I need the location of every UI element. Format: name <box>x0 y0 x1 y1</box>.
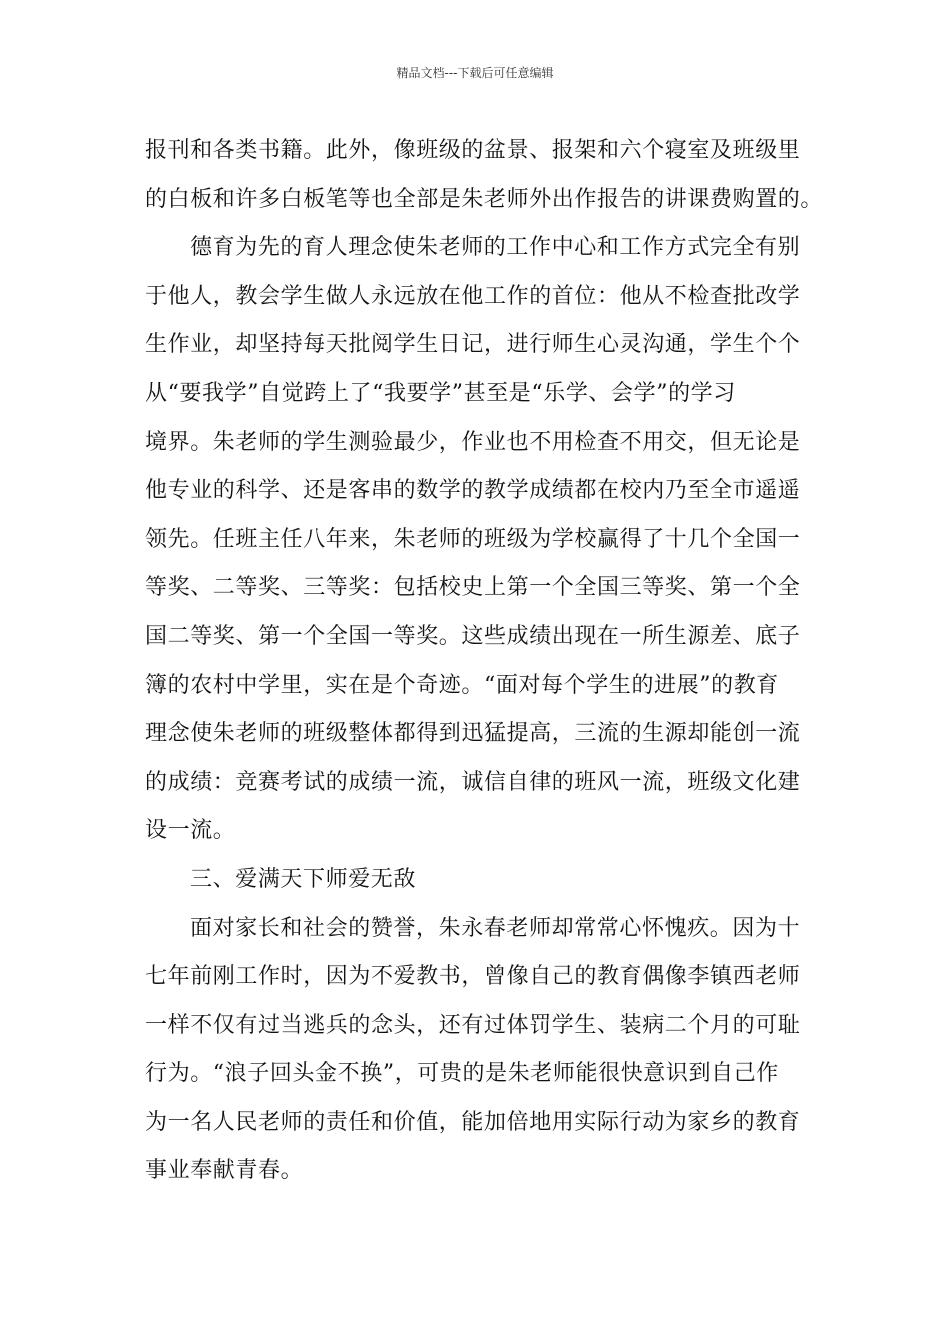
text-line: 的白板和许多白板笔等也全部是朱老师外出作报告的讲课费购置的。 <box>145 186 824 212</box>
page-header: 精品文档---下载后可任意编辑 <box>396 66 554 80</box>
text-line: 报刊和各类书籍。此外，像班级的盆景、报架和六个寝室及班级里 <box>145 138 801 163</box>
text-line: 等奖、二等奖、三等奖：包括校史上第一个全国三等奖、第一个全 <box>145 575 801 601</box>
text-line: 事业奉献青春。 <box>145 1158 304 1184</box>
text-line: 从“要我学”自觉跨上了“我要学”甚至是“乐学、会学”的学习 <box>145 380 736 406</box>
text-line: 为一名人民老师的责任和价值，能加倍地用实际行动为家乡的教育 <box>145 1109 801 1135</box>
text-line: 生作业，却坚持每天批阅学生日记，进行师生心灵沟通，学生个个 <box>145 332 801 358</box>
text-line: 设一流。 <box>145 818 236 844</box>
text-line: 理念使朱老师的班级整体都得到迅猛提高，三流的生源却能创一流 <box>145 721 801 747</box>
text-line: 他专业的科学、还是客串的数学的教学成绩都在校内乃至全市遥遥 <box>145 478 801 504</box>
section-heading: 三、爱满天下师爱无敌 <box>190 866 417 892</box>
text-line: 德育为先的育人理念使朱老师的工作中心和工作方式完全有别 <box>190 235 801 261</box>
text-line: 簿的农村中学里，实在是个奇迹。“面对每个学生的进展”的教育 <box>145 672 779 698</box>
text-line: 领先。任班主任八年来，朱老师的班级为学校赢得了十几个全国一 <box>145 526 801 552</box>
text-line: 一样不仅有过当逃兵的念头，还有过体罚学生、装病二个月的可耻 <box>145 1012 801 1038</box>
text-line: 七年前刚工作时，因为不爱教书，曾像自己的教育偶像李镇西老师 <box>145 964 801 990</box>
text-line: 境界。朱老师的学生测验最少，作业也不用检查不用交，但无论是 <box>145 429 801 455</box>
text-line: 的成绩：竞赛考试的成绩一流，诚信自律的班风一流，班级文化建 <box>145 769 801 795</box>
text-line: 国二等奖、第一个全国一等奖。这些成绩出现在一所生源差、底子 <box>145 623 801 649</box>
text-line: 于他人，教会学生做人永远放在他工作的首位：他从不检查批改学 <box>145 283 801 309</box>
text-line: 行为。“浪子回头金不换”，可贵的是朱老师能很快意识到自己作 <box>145 1061 779 1087</box>
text-line: 面对家长和社会的赞誉，朱永春老师却常常心怀愧疚。因为十 <box>190 915 801 941</box>
document-body <box>145 127 824 1196</box>
